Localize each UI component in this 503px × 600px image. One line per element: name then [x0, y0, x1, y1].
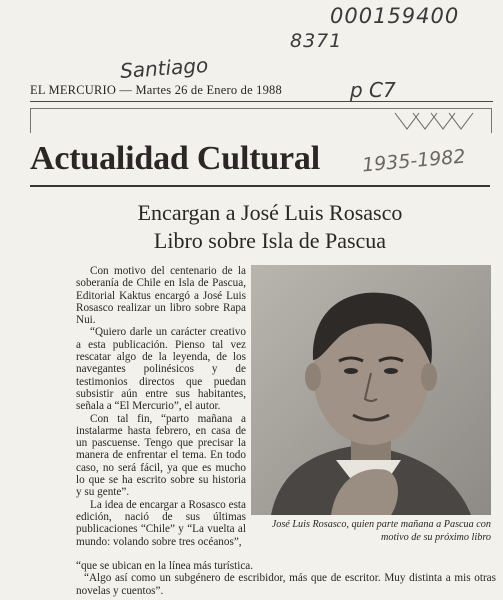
section-title: Actualidad Cultural [30, 140, 320, 177]
headline-line-2: Libro sobre Isla de Pascua [153, 228, 387, 253]
author-photo [251, 265, 491, 515]
chevron-ornament-icon [393, 111, 483, 131]
body-paragraph: La idea de encargar a Rosasco esta edición, nació de sus últimas publicaciones “Chile” y “La vuelta al mundo: volando sobre tres océanos”, [76, 498, 246, 548]
section-banner-box [30, 108, 492, 133]
header-divider [30, 101, 493, 102]
section-divider [30, 185, 490, 187]
headline-line-1: Encargan a José Luis Rosasco [137, 200, 403, 225]
page-ref-handwriting: p C7 [350, 78, 396, 102]
dateline: EL MERCURIO — Martes 26 de Enero de 1988 [30, 83, 282, 97]
portrait-illustration [251, 265, 491, 515]
archive-number-handwriting: 8371 [290, 30, 343, 52]
city-handwriting: Santiago [119, 52, 209, 84]
body-paragraph: Con tal fin, “parto mañana a instalarme hasta febrero, en casa de un pascuense. Tengo que precisar la manera de enfrentar el tema. En todo caso, no será fácil, ya que es mucho lo que se ha escrito sobre su historia y su gente”. [76, 412, 246, 499]
article-body-column [76, 265, 246, 548]
photo-caption: José Luis Rosasco, quien parte mañana a Pascua con motivo de su próximo libro [271, 519, 491, 543]
article-headline [70, 199, 470, 255]
body-paragraph: Con motivo del centenario de la soberanía de Chile en Isla de Pascua, Editorial Kaktus encargó a José Luis Rosasco realizar un libro sobre Rapa Nui. [76, 265, 246, 327]
wide-line: “que se ubican en la línea más turística. [76, 560, 254, 572]
archive-id-handwriting: 000159400 [330, 4, 460, 28]
wide-line: “Algo así como un subgénero de escribidor, más que de escritor. Muy distinta a mis otras novelas y cuentos”. [76, 572, 496, 597]
body-paragraph: “Quiero darle un carácter creativo a esta publicación. Pienso tal vez rescatar algo de la leyenda, de los navegantes polinésicos y de testimonios directos que puedan subsistir aún entre sus habitantes, señala a “El Mercurio”, el autor. [76, 326, 246, 413]
article-wide-text [76, 560, 496, 597]
year-note-handwriting: 1935-1982 [361, 145, 467, 177]
